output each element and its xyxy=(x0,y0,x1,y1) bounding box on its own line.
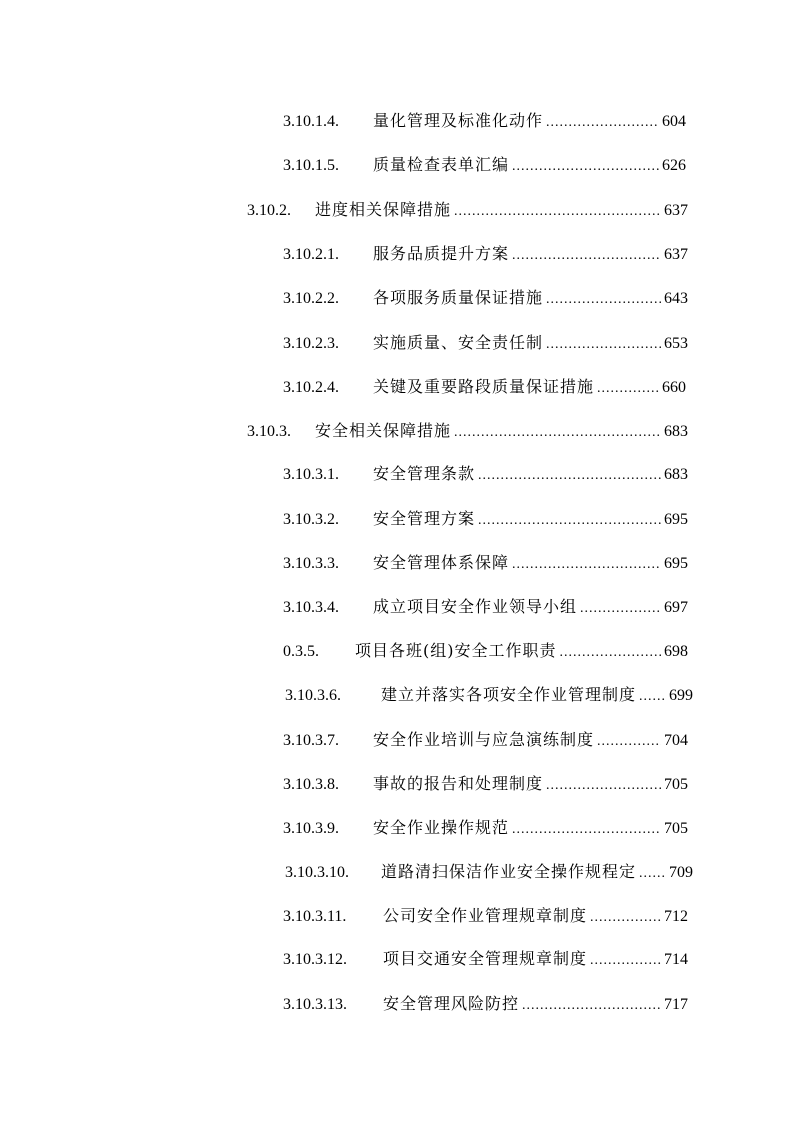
toc-entry[interactable] xyxy=(283,153,686,177)
dot-leader xyxy=(597,377,659,401)
dot-leader xyxy=(512,818,661,842)
toc-entry[interactable] xyxy=(283,595,688,619)
entry-number: 3.10.3.13. xyxy=(283,996,347,1013)
entry-number: 3.10.3.3. xyxy=(283,555,339,572)
entry-title: 进度相关保障措施 xyxy=(315,200,452,219)
dot-leader xyxy=(454,200,661,224)
toc-entry[interactable] xyxy=(247,198,688,222)
dot-leader xyxy=(546,111,659,135)
entry-number: 3.10.3.8. xyxy=(283,776,339,793)
entry-number: 3.10.1.5. xyxy=(283,157,339,174)
toc-entry[interactable] xyxy=(283,462,688,486)
entry-title: 质量检查表单汇编 xyxy=(373,155,510,174)
toc-entry[interactable] xyxy=(285,860,693,884)
entry-title: 各项服务质量保证措施 xyxy=(373,288,544,307)
entry-page-number: 698 xyxy=(664,643,688,660)
dot-leader xyxy=(512,553,661,577)
entry-title: 成立项目安全作业领导小组 xyxy=(373,597,578,616)
dot-leader xyxy=(546,333,661,357)
entry-page-number: 695 xyxy=(664,555,688,572)
dot-leader xyxy=(580,597,661,621)
toc-entry[interactable] xyxy=(283,331,688,355)
dot-leader xyxy=(522,994,661,1018)
entry-number: 3.10.1.4. xyxy=(283,113,339,130)
dot-leader xyxy=(512,155,659,179)
toc-entry[interactable] xyxy=(283,772,688,796)
entry-title: 服务品质提升方案 xyxy=(373,244,510,263)
entry-number: 3.10.3.2. xyxy=(283,511,339,528)
entry-page-number: 714 xyxy=(664,951,688,968)
toc-entry[interactable] xyxy=(283,904,688,928)
entry-number: 3.10.3. xyxy=(247,423,291,440)
toc-entry[interactable] xyxy=(283,109,686,133)
entry-number: 3.10.3.7. xyxy=(283,732,339,749)
dot-leader xyxy=(478,464,661,488)
entry-page-number: 653 xyxy=(664,335,688,352)
entry-number: 3.10.3.11. xyxy=(283,908,347,925)
toc-entry[interactable] xyxy=(283,375,686,399)
entry-title: 量化管理及标准化动作 xyxy=(373,111,544,130)
dot-leader xyxy=(560,641,662,665)
entry-title: 安全作业操作规范 xyxy=(373,818,510,837)
entry-page-number: 712 xyxy=(664,908,688,925)
dot-leader xyxy=(512,244,661,268)
entry-number: 3.10.2.2. xyxy=(283,290,339,307)
toc-entry[interactable] xyxy=(283,947,688,971)
entry-page-number: 643 xyxy=(664,290,688,307)
toc-entry[interactable] xyxy=(283,286,688,310)
entry-number: 3.10.3.10. xyxy=(285,864,349,881)
entry-page-number: 660 xyxy=(662,379,686,396)
entry-number: 3.10.2.3. xyxy=(283,335,339,352)
toc-entry[interactable] xyxy=(283,507,688,531)
entry-number: 3.10.3.4. xyxy=(283,599,339,616)
entry-title: 安全管理方案 xyxy=(373,509,476,528)
dot-leader xyxy=(639,862,666,886)
toc-entry[interactable] xyxy=(247,419,688,443)
entry-number: 3.10.2.4. xyxy=(283,379,339,396)
dot-leader xyxy=(546,774,661,798)
toc-entry[interactable] xyxy=(283,639,688,663)
dot-leader xyxy=(546,288,661,312)
entry-title: 道路清扫保洁作业安全操作规程定 xyxy=(381,862,637,881)
entry-title: 建立并落实各项安全作业管理制度 xyxy=(381,685,637,704)
entry-page-number: 683 xyxy=(664,466,688,483)
entry-number: 3.10.3.1. xyxy=(283,466,339,483)
entry-title: 安全作业培训与应急演练制度 xyxy=(373,730,595,749)
toc-entry[interactable] xyxy=(283,992,688,1016)
dot-leader xyxy=(590,949,661,973)
toc-entry[interactable] xyxy=(285,683,693,707)
entry-title: 项目交通安全管理规章制度 xyxy=(383,949,588,968)
toc-entry[interactable] xyxy=(283,728,688,752)
entry-page-number: 626 xyxy=(662,157,686,174)
entry-number: 3.10.3.6. xyxy=(285,687,341,704)
entry-page-number: 717 xyxy=(664,996,688,1013)
entry-page-number: 705 xyxy=(664,820,688,837)
entry-number: 3.10.2.1. xyxy=(283,246,339,263)
entry-page-number: 683 xyxy=(664,423,688,440)
dot-leader xyxy=(639,685,666,709)
dot-leader xyxy=(597,730,661,754)
entry-number: 3.10.3.9. xyxy=(283,820,339,837)
entry-page-number: 709 xyxy=(669,864,693,881)
entry-title: 公司安全作业管理规章制度 xyxy=(383,906,588,925)
entry-title: 安全相关保障措施 xyxy=(315,421,452,440)
entry-title: 实施质量、安全责任制 xyxy=(373,333,544,352)
toc-entry[interactable] xyxy=(283,551,688,575)
dot-leader xyxy=(454,421,661,445)
entry-page-number: 637 xyxy=(664,202,688,219)
entry-title: 关键及重要路段质量保证措施 xyxy=(373,377,595,396)
entry-number: 3.10.3.12. xyxy=(283,951,347,968)
entry-title: 项目各班(组)安全工作职责 xyxy=(355,641,557,660)
dot-leader xyxy=(590,906,661,930)
entry-page-number: 695 xyxy=(664,511,688,528)
toc-entry[interactable] xyxy=(283,816,688,840)
toc-entry[interactable] xyxy=(283,242,688,266)
entry-title: 安全管理风险防控 xyxy=(383,994,520,1013)
entry-number: 3.10.2. xyxy=(247,202,291,219)
entry-page-number: 637 xyxy=(664,246,688,263)
dot-leader xyxy=(478,509,661,533)
entry-title: 安全管理条款 xyxy=(373,464,476,483)
entry-page-number: 704 xyxy=(664,732,688,749)
entry-page-number: 699 xyxy=(669,687,693,704)
entry-page-number: 705 xyxy=(664,776,688,793)
entry-page-number: 697 xyxy=(664,599,688,616)
entry-title: 事故的报告和处理制度 xyxy=(373,774,544,793)
entry-page-number: 604 xyxy=(662,113,686,130)
entry-title: 安全管理体系保障 xyxy=(373,553,510,572)
entry-number: 0.3.5. xyxy=(283,643,319,660)
